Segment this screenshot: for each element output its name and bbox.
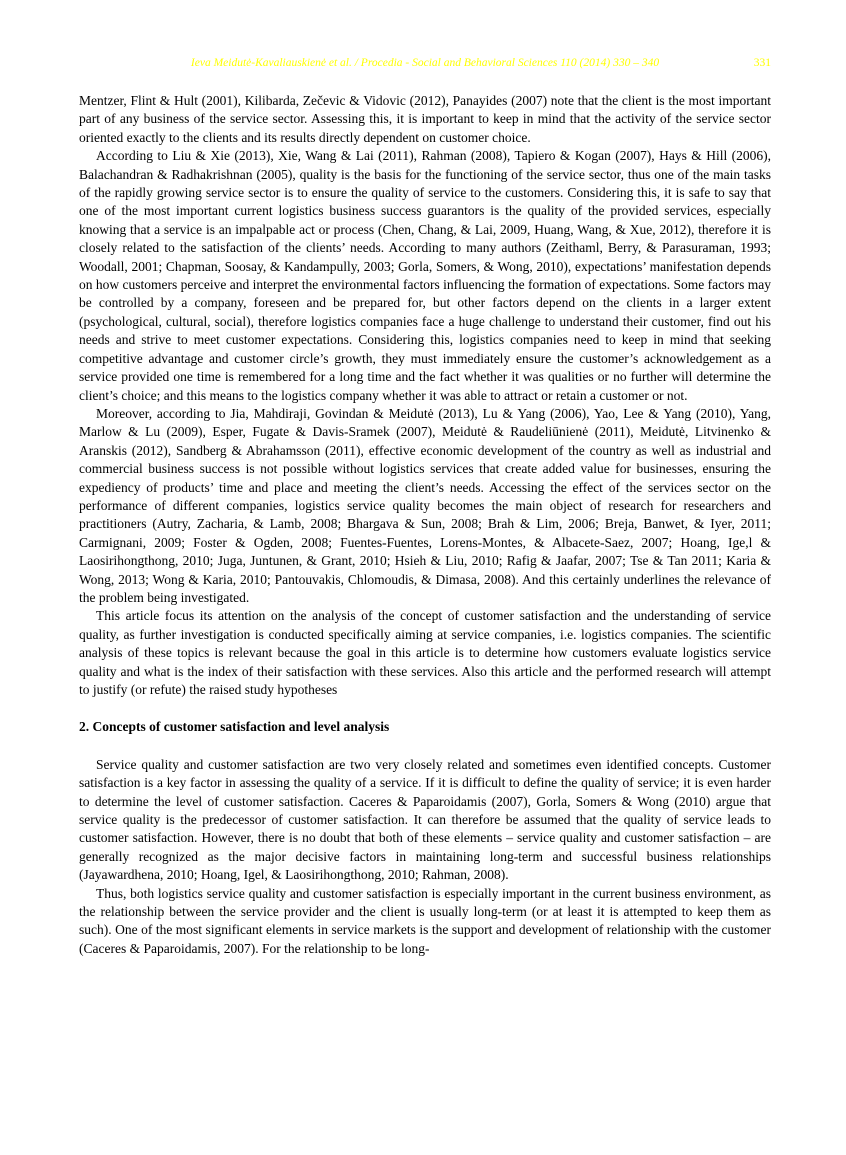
page-number: 331	[753, 57, 771, 69]
running-head: Ieva Meidutė-Kavaliauskienė et al. / Procedia - Social and Behavioral Sciences 110 (2014) 330 – 340	[190, 57, 660, 69]
paragraph: Mentzer, Flint & Hult (2001), Kilibarda, Zečevic & Vidovic (2012), Panayides (2007) note that the client is the most important part of any business of the service sector. Assessing this, it is important to keep in mind that the activity of the service sector oriented exactly to the clients and its results directly dependent on customer choice.	[79, 93, 771, 145]
page-header	[79, 56, 771, 74]
paragraph: According to Liu & Xie (2013), Xie, Wang & Lai (2011), Rahman (2008), Tapiero & Kogan (2007), Hays & Hill (2006), Balachandran & Radhakrishnan (2005), quality is the basis for the functioning of the service sector, thus one of the main tasks of the rapidly growing service sector is to ensure the quality of service to the customers. Considering this, it is safe to say that one of the most important current logistics business success guarantors is the quality of the provided services, especially knowing that a service is an impalpable act or process (Chen, Chang, & Lai, 2009, Huang, Wang, & Xue, 2012), therefore it is closely related to the satisfaction of the clients’ needs. According to many authors (Zeithaml, Berry, & Parasuraman, 1993; Woodall, 2001; Chapman, Soosay, & Kandampully, 2003; Gorla, Somers, & Wong, 2010), expectations’ manifestation depends on how customers perceive and interpret the environmental factors influencing the formation of expectations. Some factors may be controlled by a company, foreseen and be prepared for, but other factors depend on the clients in a larger extent (psychological, cultural, social), therefore logistics companies face a huge challenge to understand their customer, find out his needs and strive to meet customer expectations. Considering this, logistics companies need to keep in mind that seeking competitive advantage and customer circle’s growth, they must immediately ensure the customer’s acknowledgement as a service provided one time is remembered for a long time and the fact whether it was qualities or no further will determine the client’s choice; and this means to the logistics company whether it was able to attract or retain a customer or not.	[79, 148, 771, 403]
section-heading: 2. Concepts of customer satisfaction and level analysis	[79, 719, 390, 735]
paragraph: This article focus its attention on the analysis of the concept of customer satisfaction and the understanding of service quality, as further investigation is conducted specifically aiming at service companies, i.e. logistics companies. The scientific analysis of these topics is relevant because the goal in this article is to determine how customers evaluate logistics service quality and what is the index of their satisfaction with these services. Also this article and the performed research will attempt to justify (or refute) the raised study hypotheses	[79, 608, 771, 697]
paragraph: Thus, both logistics service quality and customer satisfaction is especially important in the current business environment, as the relationship between the service provider and the client is usually long-term (or at least it is attempted to keep them as such). One of the most significant elements in service markets is the support and development of relationship with the customer (Caceres & Paparoidamis, 2007). For the relationship to be long-	[79, 885, 771, 956]
paragraph: Moreover, according to Jia, Mahdiraji, Govindan & Meidutė (2013), Lu & Yang (2006), Yao, Lee & Yang (2010), Yang, Marlow & Lu (2009), Esper, Fugate & Davis-Sramek (2007), Meidutė & Raudeliūnienė (2011), Meidutė, Litvinenko & Aranskis (2012), Sandberg & Abrahamsson (2011), effective economic development of the country as well as industrial and commercial business success is not possible without logistics services that create added value for businesses, ensuring the expediency of products’ time and place and meeting the client’s needs. Accessing the effect of the services sector on the performance of different companies, logistics service quality becomes the main object of research for researchers and practitioners (Autry, Zacharia, & Lamb, 2008; Bhargava & Sun, 2008; Brah & Lim, 2006; Breja, Banwet, & Iyer, 2011; Carmignani, 2009; Foster & Ogden, 2008; Fuentes-Fuentes, Lorens-Montes, & Albacete-Saez, 2007; Hoang, Ige,l & Laosirihongthong, 2010; Juga, Juntunen, & Grant, 2010; Hsieh & Liu, 2010; Rafig & Jaafar, 2007; Tse & Tan 2011; Karia & Wong, 2013; Wong & Karia, 2010; Pantouvakis, Chlomoudis, & Dimasa, 2008). And this certainly underlines the relevance of the problem being investigated.	[79, 405, 771, 605]
article-body	[79, 92, 771, 958]
paragraph: Service quality and customer satisfaction are two very closely related and sometimes even identified concepts. Customer satisfaction is a key factor in assessing the quality of a service. If it is difficult to define the quality of service; it is even harder to determine the level of customer satisfaction. Caceres & Paparoidamis (2007), Gorla, Somers & Wong (2010) argue that service quality is the predecessor of customer satisfaction. It can therefore be assumed that the quality of service leads to customer satisfaction. However, there is no doubt that both of these elements – service quality and customer satisfaction – are generally recognized as the major decisive factors in maintaining long-term and successful business relationships (Jayawardhena, 2010; Hoang, Igel, & Laosirihongthong, 2010; Rahman, 2008).	[79, 756, 771, 883]
